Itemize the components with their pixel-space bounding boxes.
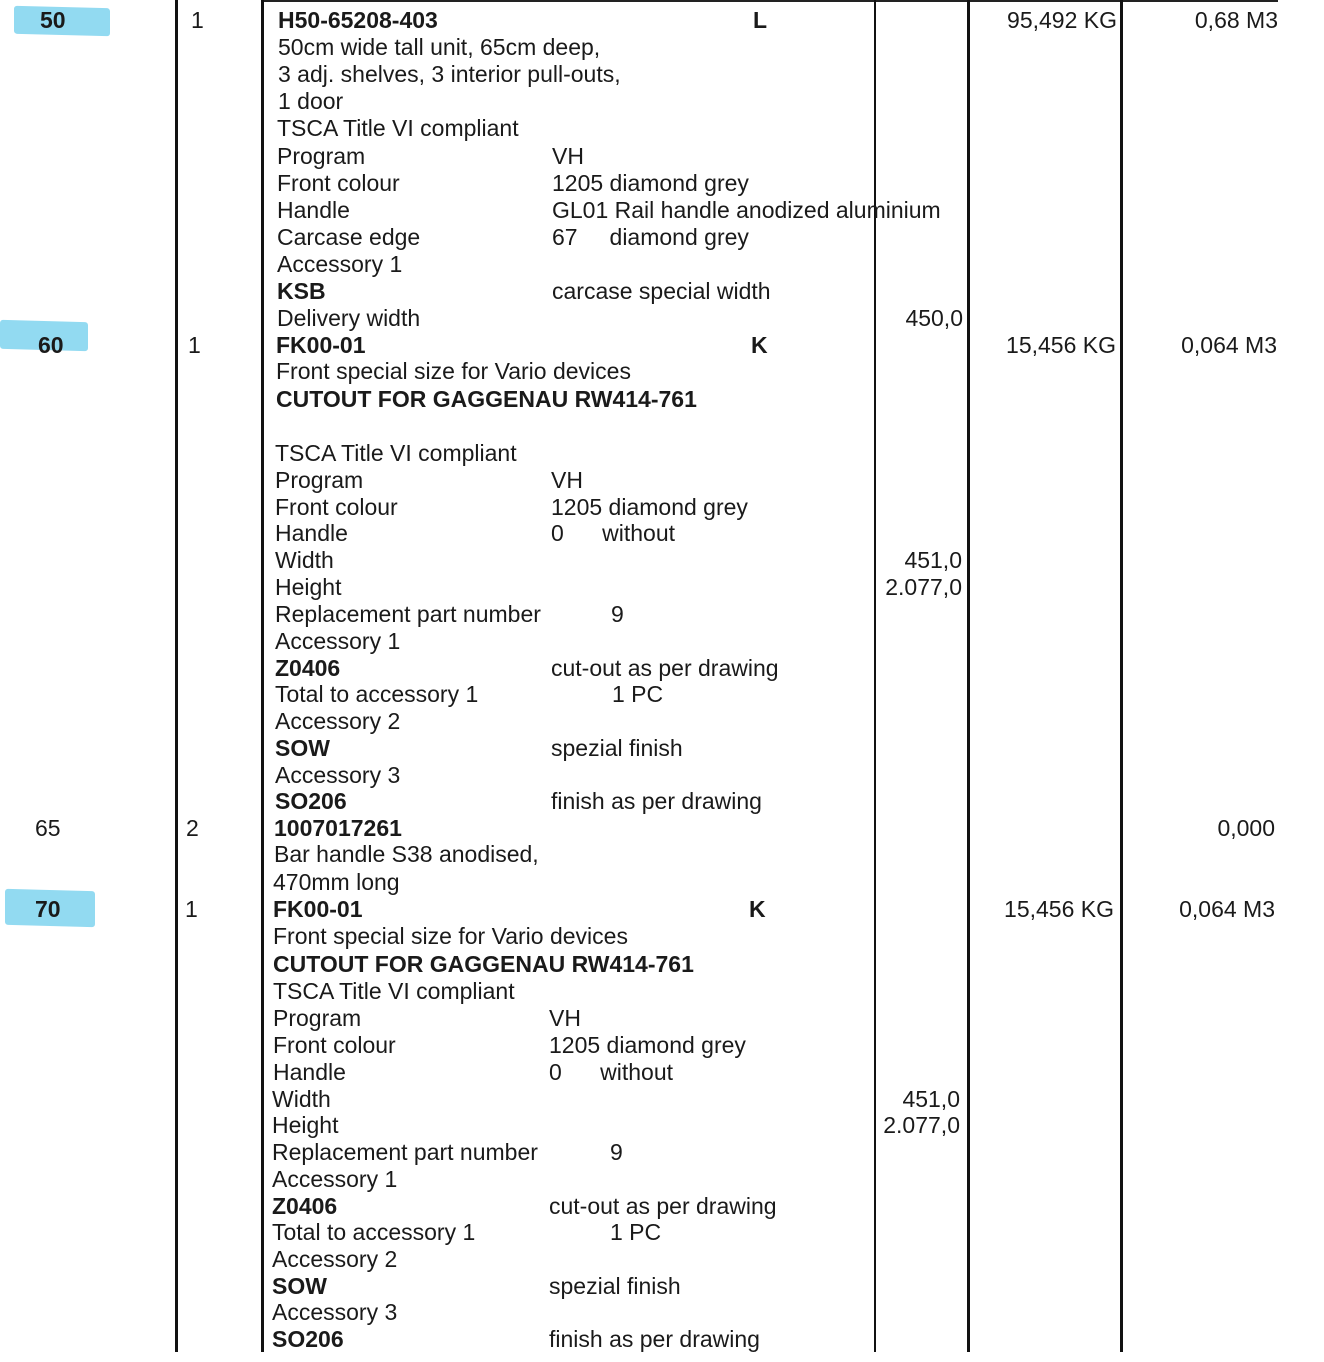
accessory-code: Z0406 <box>275 655 341 681</box>
attribute-value: 9 <box>610 1139 623 1165</box>
attribute-label: Accessory 3 <box>272 1299 398 1325</box>
attribute-label: Width <box>275 547 334 573</box>
attribute-label: Replacement part number <box>272 1139 538 1165</box>
accessory-code: SOW <box>275 735 330 761</box>
description-line: 50cm wide tall unit, 65cm deep, <box>278 34 601 60</box>
dimension-value: 2.077,0 <box>885 574 962 600</box>
attribute-value: VH <box>551 467 583 493</box>
attribute-label: Carcase edge <box>277 224 421 250</box>
position-number: 65 <box>35 815 61 841</box>
volume: 0,68 M3 <box>1194 7 1278 33</box>
attribute-label: Width <box>272 1086 331 1112</box>
quantity: 1 <box>188 332 201 358</box>
attribute-label: Handle <box>275 520 348 546</box>
column-rule-qty-left <box>175 0 178 1352</box>
attribute-label: Program <box>275 467 364 493</box>
description-line: CUTOUT FOR GAGGENAU RW414-761 <box>273 951 694 977</box>
description-line: Front special size for Vario devices <box>273 923 628 949</box>
weight: 15,456 KG <box>1004 896 1114 922</box>
attribute-value: 1205 diamond grey <box>551 494 748 520</box>
attribute-value: 0 without <box>551 520 676 546</box>
quantity: 1 <box>185 896 198 922</box>
description-line: TSCA Title VI compliant <box>275 440 517 466</box>
volume: 0,064 M3 <box>1179 896 1275 922</box>
article-flag: K <box>749 896 766 922</box>
attribute-label: Replacement part number <box>275 601 541 627</box>
article-code: 1007017261 <box>274 815 402 841</box>
accessory-value: spezial finish <box>549 1273 681 1299</box>
accessory-value: finish as per drawing <box>551 788 762 814</box>
attribute-label: Accessory 3 <box>275 762 401 788</box>
accessory-code: Z0406 <box>272 1193 338 1219</box>
description-line: CUTOUT FOR GAGGENAU RW414-761 <box>276 386 697 412</box>
weight: 15,456 KG <box>1006 332 1116 358</box>
description-line: Front special size for Vario devices <box>276 358 631 384</box>
attribute-value: 1 PC <box>610 1219 662 1245</box>
attribute-label: Delivery width <box>277 305 421 331</box>
dimension-value: 2.077,0 <box>883 1112 960 1138</box>
column-rule-weight-left <box>967 0 970 1352</box>
attribute-label: Program <box>273 1005 362 1031</box>
description-line: Bar handle S38 anodised, <box>274 841 539 867</box>
accessory-code: SOW <box>272 1273 327 1299</box>
attribute-value: 1205 diamond grey <box>549 1032 746 1058</box>
top-rule <box>262 0 1278 2</box>
attribute-label: Accessory 2 <box>272 1246 398 1272</box>
accessory-code: SO206 <box>272 1326 344 1352</box>
position-number: 50 <box>40 7 66 33</box>
description-line: 3 adj. shelves, 3 interior pull-outs, <box>278 61 621 87</box>
attribute-label: Program <box>277 143 366 169</box>
article-flag: K <box>751 332 768 358</box>
accessory-value: finish as per drawing <box>549 1326 760 1352</box>
attribute-label: Front colour <box>275 494 398 520</box>
accessory-value: spezial finish <box>551 735 683 761</box>
attribute-label: Total to accessory 1 <box>275 681 479 707</box>
quantity: 1 <box>191 7 204 33</box>
attribute-label: Accessory 1 <box>275 628 401 654</box>
article-code: FK00-01 <box>273 896 363 922</box>
article-code: FK00-01 <box>276 332 366 358</box>
position-number: 60 <box>38 332 64 358</box>
attribute-label: Total to accessory 1 <box>272 1219 476 1245</box>
attribute-value: 1 PC <box>612 681 664 707</box>
attribute-value: 9 <box>611 601 624 627</box>
attribute-label: Front colour <box>273 1032 396 1058</box>
attribute-label: Handle <box>273 1059 346 1085</box>
article-code: H50-65208-403 <box>278 7 438 33</box>
accessory-value: carcase special width <box>552 278 771 304</box>
attribute-label: Accessory 2 <box>275 708 401 734</box>
accessory-code: KSB <box>277 278 326 304</box>
description-line: 1 door <box>278 88 344 114</box>
quantity: 2 <box>186 815 199 841</box>
attribute-label: Front colour <box>277 170 400 196</box>
attribute-label: Handle <box>277 197 350 223</box>
column-rule-desc-left <box>261 0 264 1352</box>
attribute-label: Height <box>272 1112 339 1138</box>
attribute-value: 1205 diamond grey <box>552 170 749 196</box>
attribute-value: 67 diamond grey <box>552 224 749 250</box>
attribute-label: Accessory 1 <box>272 1166 398 1192</box>
attribute-value: GL01 Rail handle anodized aluminium <box>552 197 941 223</box>
volume: 0,064 M3 <box>1181 332 1277 358</box>
dimension-value: 451,0 <box>902 1086 960 1112</box>
accessory-value: cut-out as per drawing <box>549 1193 777 1219</box>
attribute-label: Accessory 1 <box>277 251 403 277</box>
volume: 0,000 <box>1217 815 1275 841</box>
article-flag: L <box>753 7 768 33</box>
dimension-value: 450,0 <box>905 305 963 331</box>
description-line: TSCA Title VI compliant <box>273 978 515 1004</box>
attribute-value: VH <box>549 1005 581 1031</box>
description-line: TSCA Title VI compliant <box>277 115 519 141</box>
description-line: 470mm long <box>273 869 400 895</box>
dimension-value: 451,0 <box>904 547 962 573</box>
column-rule-volume-left <box>1120 0 1123 1352</box>
attribute-value: VH <box>552 143 584 169</box>
weight: 95,492 KG <box>1007 7 1117 33</box>
accessory-value: cut-out as per drawing <box>551 655 779 681</box>
attribute-value: 0 without <box>549 1059 674 1085</box>
attribute-label: Height <box>275 574 342 600</box>
accessory-code: SO206 <box>275 788 347 814</box>
position-number: 70 <box>35 896 61 922</box>
